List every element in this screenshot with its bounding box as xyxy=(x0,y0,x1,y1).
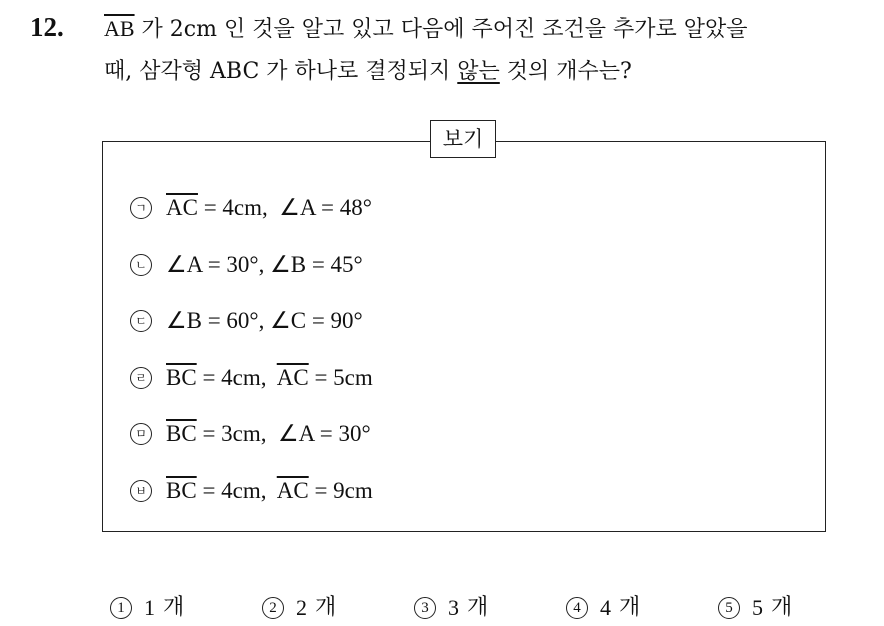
condition-text xyxy=(166,308,363,334)
answer-choice-1[interactable] xyxy=(110,593,184,623)
condition-expression: = 3cm, ∠A = 30° xyxy=(196,421,371,446)
choice-unit: 개 xyxy=(315,595,337,620)
condition-item xyxy=(130,193,372,223)
question-number: 12. xyxy=(30,12,64,42)
condition-marker: ㅂ xyxy=(130,480,152,502)
segment-overline: $\overline{BC}$ xyxy=(166,365,197,390)
question-underlined-word: 않는 xyxy=(457,59,500,84)
choice-value: 4 xyxy=(600,595,611,620)
choice-number-mark: 1 xyxy=(110,597,132,619)
condition-expression: ∠A = 30°, ∠B = 45° xyxy=(166,252,363,277)
choice-number-mark: 2 xyxy=(262,597,284,619)
choice-unit: 개 xyxy=(163,595,185,620)
segment-overline: $\overline{BC}$ xyxy=(166,421,197,446)
choice-unit: 개 xyxy=(619,595,641,620)
condition-marker: ㄹ xyxy=(130,367,152,389)
segment-overline: $\overline{AC}$ xyxy=(166,195,198,220)
choice-value: 1 xyxy=(144,595,155,620)
condition-expression: = 4cm, ∠A = 48° xyxy=(197,195,372,220)
choice-number-mark: 3 xyxy=(414,597,436,619)
condition-expression: = 9cm xyxy=(308,478,373,503)
question-text-line-1 xyxy=(104,14,747,45)
answer-choices xyxy=(0,593,884,625)
condition-expression: = 5cm xyxy=(308,365,373,390)
condition-marker: ㄴ xyxy=(130,254,152,276)
condition-item xyxy=(130,363,373,393)
condition-text xyxy=(166,195,372,221)
condition-text xyxy=(166,421,371,447)
segment-overline: $\overline{AC}$ xyxy=(276,365,309,390)
condition-text xyxy=(166,365,373,391)
condition-item xyxy=(130,250,363,280)
example-box-title: 보기 xyxy=(430,120,496,158)
question-line-2-before: 때, 삼각형 ABC 가 하나로 결정되지 xyxy=(104,59,458,84)
answer-choice-2[interactable] xyxy=(262,593,336,623)
condition-item xyxy=(130,419,371,449)
choice-number-mark: 4 xyxy=(566,597,588,619)
choice-unit: 개 xyxy=(467,595,489,620)
segment-overline: $\overline{BC}$ xyxy=(166,478,197,503)
segment-overline: $\overline{AC}$ xyxy=(276,478,309,503)
choice-value: 5 xyxy=(752,595,763,620)
condition-marker: ㄷ xyxy=(130,310,152,332)
question-text-line-2 xyxy=(104,57,632,87)
condition-expression: = 4cm, xyxy=(196,365,277,390)
condition-text xyxy=(166,478,373,504)
answer-choice-4[interactable] xyxy=(566,593,640,623)
choice-number-mark: 5 xyxy=(718,597,740,619)
answer-choice-3[interactable] xyxy=(414,593,488,623)
condition-expression: = 4cm, xyxy=(196,478,277,503)
condition-item xyxy=(130,306,363,336)
choice-unit: 개 xyxy=(771,595,793,620)
condition-expression: ∠B = 60°, ∠C = 90° xyxy=(166,308,363,333)
choice-value: 2 xyxy=(296,595,307,620)
segment-ab-overline: $\overline{AB}$ xyxy=(104,16,135,41)
condition-item xyxy=(130,476,373,506)
condition-marker: ㄱ xyxy=(130,197,152,219)
answer-choice-5[interactable] xyxy=(718,593,792,623)
question-line-1-text: 가 2cm 인 것을 알고 있고 다음에 주어진 조건을 추가로 알았을 xyxy=(134,17,748,42)
condition-text xyxy=(166,252,363,278)
question-line-2-after: 것의 개수는? xyxy=(499,59,632,84)
choice-value: 3 xyxy=(448,595,459,620)
condition-marker: ㅁ xyxy=(130,423,152,445)
